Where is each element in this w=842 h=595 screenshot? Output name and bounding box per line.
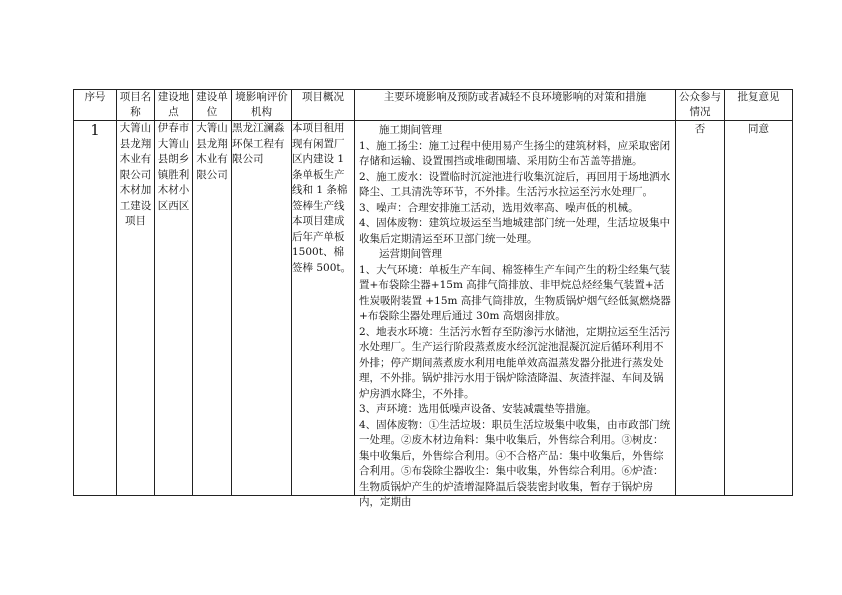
row-project: 大箐山县龙翔木业有限公司木材加工建设项目 [117, 121, 155, 496]
header-site: 建设地点 [155, 90, 193, 121]
row-no: 1 [74, 121, 117, 496]
row-unit: 大箐山县龙翔木业有限公司 [193, 121, 232, 496]
row-public: 否 [676, 121, 725, 496]
measures-item: 1、大气环境：单板生产车间、棉签棒生产车间产生的粉尘经集气装置+布袋除尘器+15m 高排气筒排放、非甲烷总烃经集气装置+活性炭吸附装置 +15m 高排气筒排放，生物质锅炉烟气经低氮燃烧器+布袋除尘器处理后通过 30m 高烟囱排放。 [359, 263, 671, 322]
measures-item: 3、噪声：合理安排施工活动，选用效率高、噪声低的机械。 [359, 201, 639, 214]
header-measures: 主要环境影响及预防或者减轻不良环境影响的对策和措施 [355, 90, 676, 121]
header-eia: 境影响评价机构 [232, 90, 292, 121]
row-summary: 本项目租用现有闲置厂区内建设 1 条单板生产线和 1 条棉签棒生产线本项目建成后年产单板 1500t、棉签棒 500t。 [292, 121, 355, 496]
header-project: 项目名称 [117, 90, 155, 121]
row-measures-cell [355, 121, 676, 508]
row-site: 伊春市大箐山县朗乡镇胜利木材小区西区 [155, 121, 193, 496]
eia-approval-table [73, 89, 793, 508]
measures-item: 3、声环境：选用低噪声设备、安装减震垫等措施。 [359, 403, 597, 415]
measures-section-title: 运营期间管理 [379, 248, 442, 260]
header-row [74, 90, 793, 121]
measures-section-title: 施工期间管理 [379, 124, 442, 136]
table-row [74, 121, 793, 496]
header-no: 序号 [74, 90, 117, 121]
header-summary: 项目概况 [292, 90, 355, 121]
measures-item: 4、固体废物：建筑垃圾运至当地城建部门统一处理，生活垃圾集中收集后定期清运至环卫部门统一处理。 [359, 217, 671, 245]
header-approval: 批复意见 [725, 90, 793, 121]
measures-item: 2、施工废水：设置临时沉淀池进行收集沉淀后，再回用于场地洒水降尘、工具清洗等环节，不外排。生活污水拉运至污水处理厂。 [359, 170, 671, 198]
row-eia: 黑龙江澜淼环保工程有限公司 [232, 121, 292, 496]
measures-item: 1、施工扬尘：施工过程中使用易产生扬尘的建筑材料，应采取密闭存储和运输、设置围挡或堆砌围墙、采用防尘布苫盖等措施。 [359, 139, 671, 167]
measures-item: 2、地表水环境：生活污水暂存至防渗污水储池，定期拉运至生活污水处理厂。生产运行阶段蒸煮废水经沉淀池混凝沉淀后循环利用不外排；停产期间蒸煮废水利用电能单效高温蒸发器分批进行蒸发处理，不外排。锅炉排污水用于锅炉除渣降温、灰渣拌湿、车间及锅炉房洒水降尘，不外排。 [359, 325, 671, 400]
header-public: 公众参与情况 [676, 90, 725, 121]
measures-item: 4、固体废物：①生活垃圾：职员生活垃圾集中收集，由市政部门统一处理。②废木材边角料：集中收集后，外售综合利用。③树皮：集中收集后，外售综合利用。④不合格产品：集中收集后，外售综合利用。⑤布袋除尘器收尘：集中收集，外售综合利用。⑥炉渣：生物质锅炉产生的炉渣增湿降温后袋装密封收集，暂存于锅炉房内，定期由 [359, 418, 671, 508]
row-approval: 同意 [725, 121, 793, 496]
header-unit: 建设单位 [193, 90, 232, 121]
measures-text [355, 121, 675, 508]
